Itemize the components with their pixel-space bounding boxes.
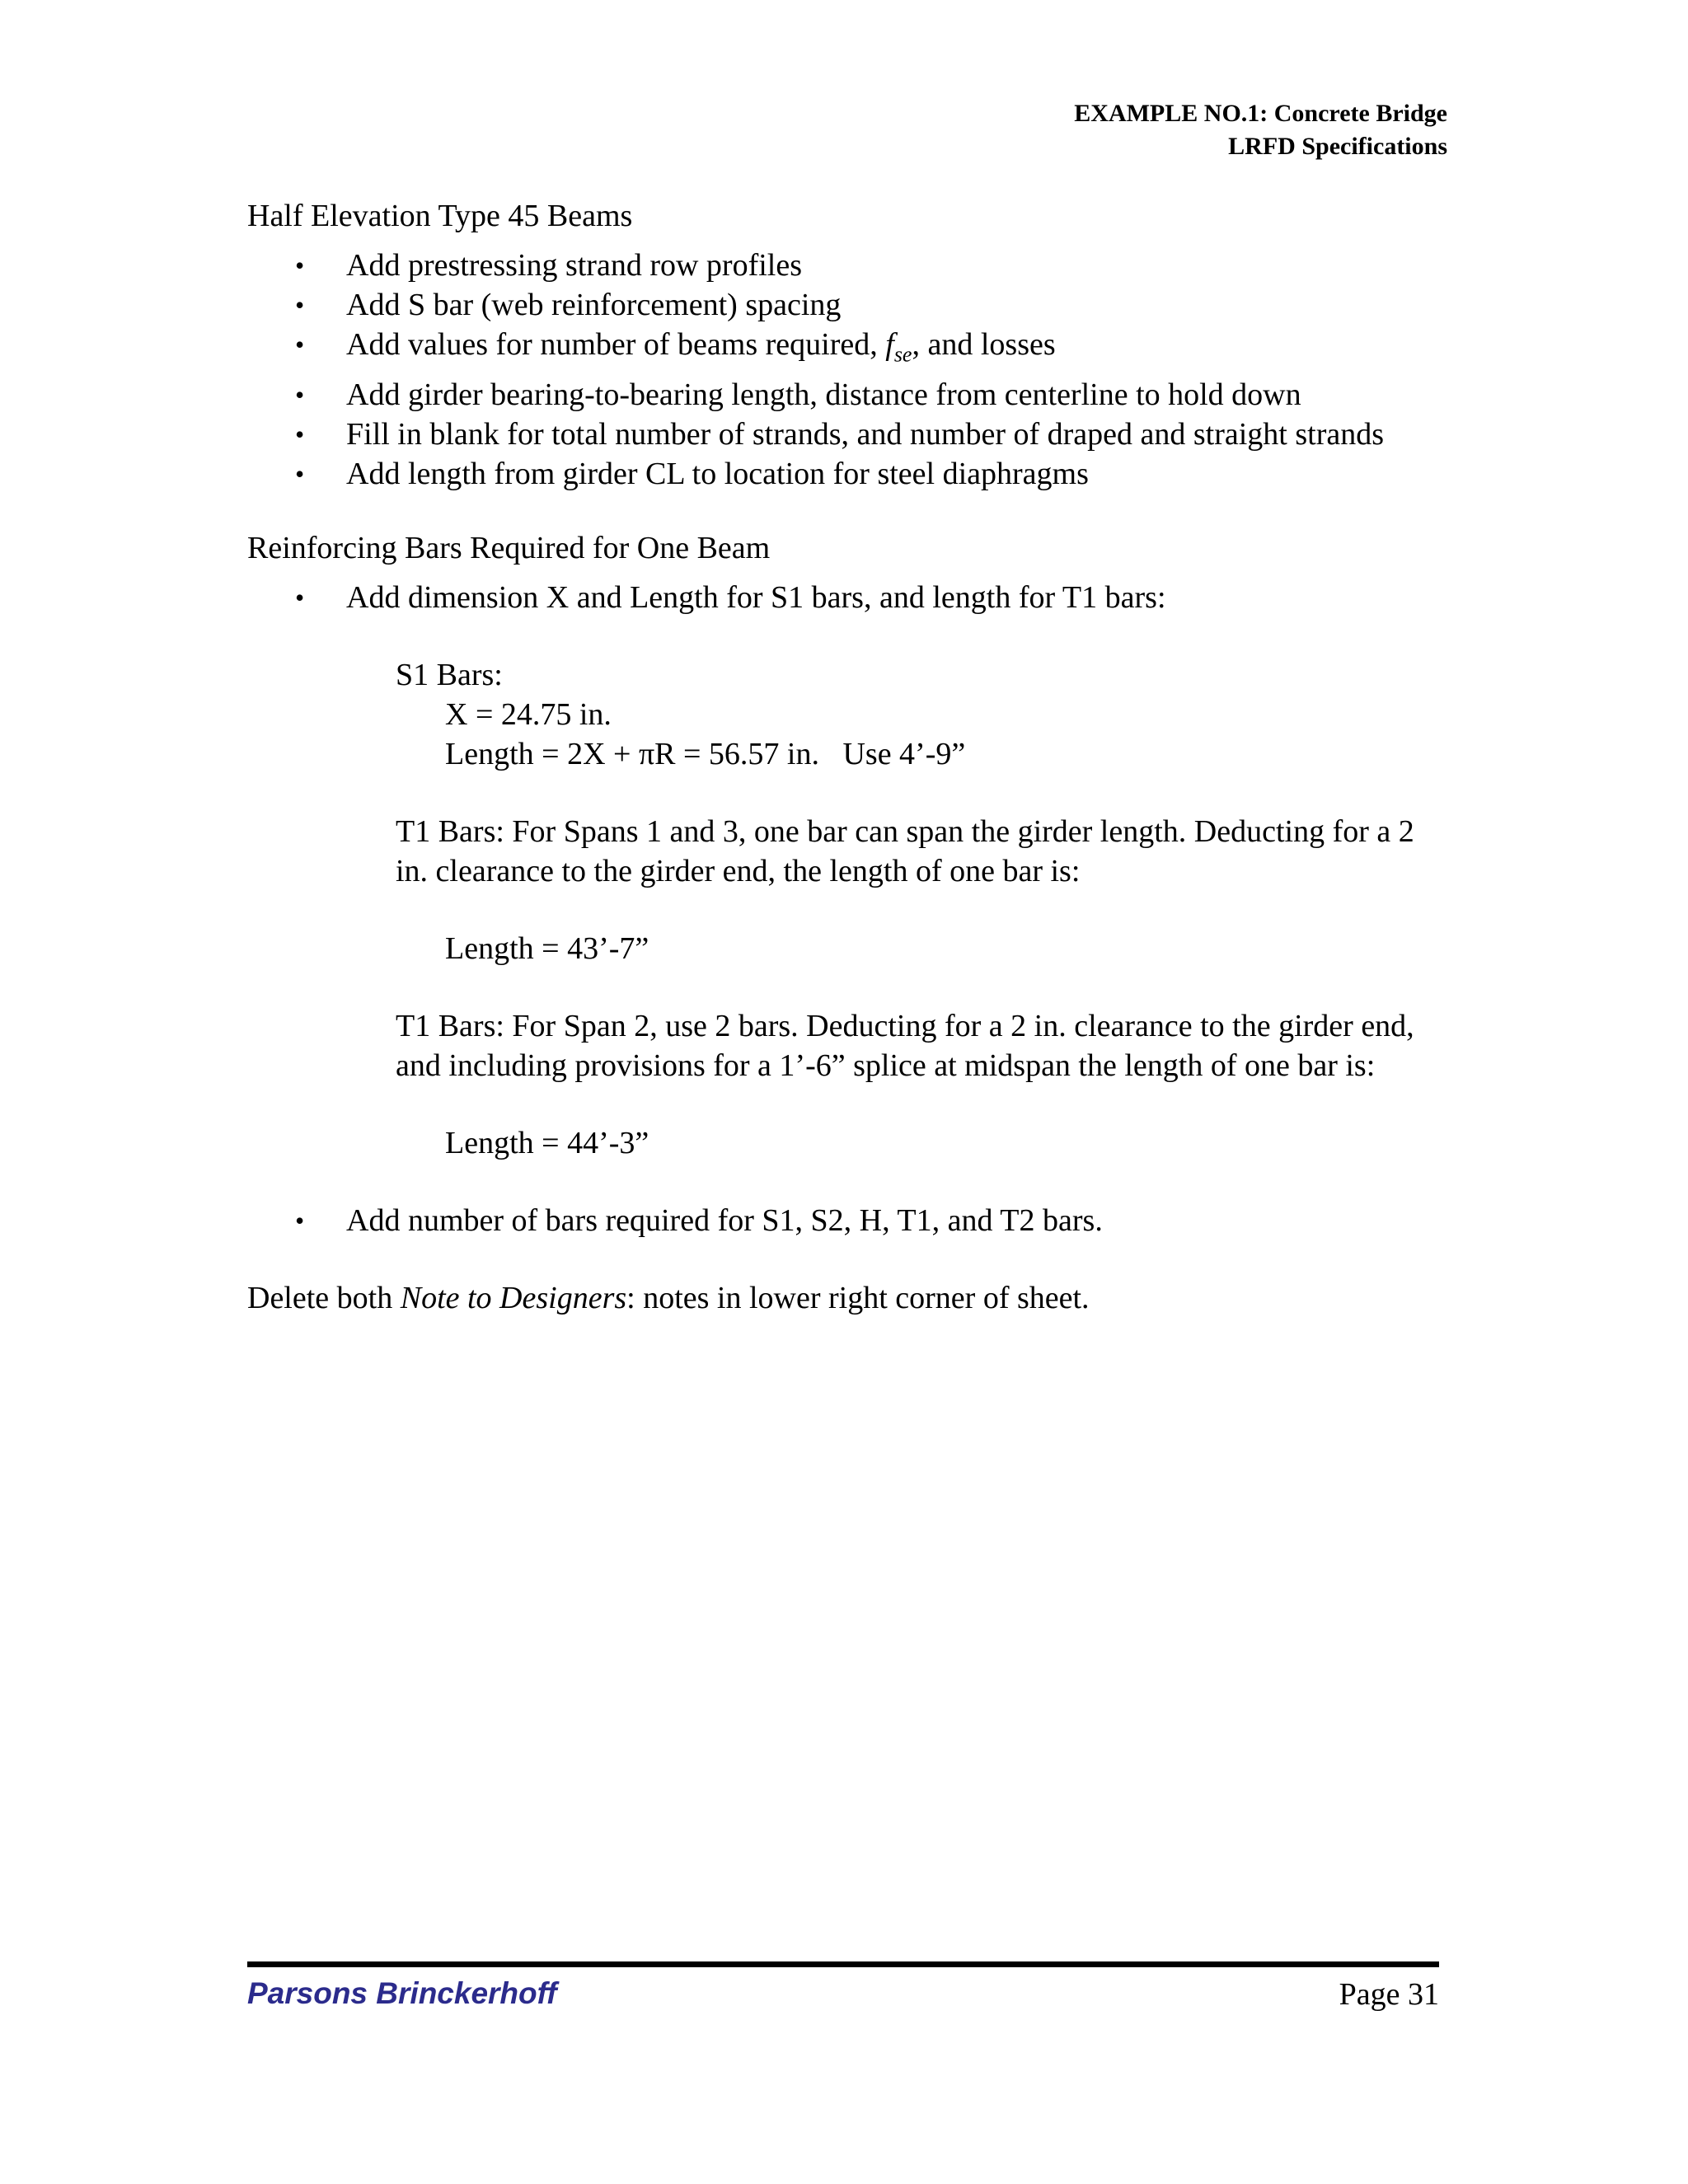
section-heading-half-elevation: Half Elevation Type 45 Beams (247, 199, 633, 233)
half-elevation-bullet-list (247, 246, 1451, 494)
t1-span13-text: T1 Bars: For Spans 1 and 3, one bar can span the girder length. Deducting for a 2 in. clearance to the girder end, the length of one bar is: (396, 813, 1414, 888)
footer-company-name: Parsons Brinckerhoff (247, 1976, 557, 2010)
s1-x-value: X = 24.75 in. (445, 696, 612, 732)
t1-span2-text: T1 Bars: For Span 2, use 2 bars. Deducting for a 2 in. clearance to the girder end, and including provisions for a 1’-6” splice at midspan the length of one bar is: (396, 1008, 1414, 1083)
document-body (247, 196, 1451, 1318)
t1-span2-length: Length = 44’-3” (445, 1125, 649, 1160)
bullet-icon: • (295, 379, 305, 410)
page-header (1074, 97, 1447, 163)
list-item: • Add values for number of beams required, $f_{se}$, and losses (247, 325, 1451, 375)
section-heading-reinforcing-bars: Reinforcing Bars Required for One Beam (247, 530, 771, 565)
bullet-icon: • (295, 458, 305, 489)
list-item: • Add S bar (web reinforcement) spacing (247, 285, 1451, 325)
list-item: • Add length from girder CL to location for steel diaphragms (247, 454, 1451, 494)
list-item: • Add number of bars required for S1, S2, H, T1, and T2 bars. (247, 1201, 1451, 1240)
header-subtitle: LRFD Specifications (1228, 133, 1447, 160)
bullet-icon: • (295, 419, 305, 449)
bullet-icon: • (295, 1205, 305, 1235)
list-item: • Fill in blank for total number of strands, and number of draped and straight strands (247, 415, 1451, 454)
list-item: • Add dimension X and Length for S1 bars, and length for T1 bars: (247, 578, 1451, 617)
list-item: • Add prestressing strand row profiles (247, 246, 1451, 285)
footer-divider (247, 1961, 1439, 1967)
footer-page-number: Page 31 (1339, 1977, 1439, 2012)
bullet-icon: • (295, 251, 305, 280)
t1-span13-length: Length = 43’-7” (445, 930, 649, 966)
bar-calculations (396, 655, 1451, 1163)
header-title: EXAMPLE NO.1: Concrete Bridge (1074, 100, 1447, 127)
bullet-icon: • (295, 290, 305, 320)
note-to-designers-term: Note to Designers (400, 1280, 627, 1315)
reinforcing-bullet-list-2 (247, 1201, 1451, 1240)
fse-symbol: $f_{se}$ (885, 327, 912, 367)
list-item: • Add girder bearing-to-bearing length, distance from centerline to hold down (247, 375, 1451, 415)
s1-title: S1 Bars: (396, 657, 503, 692)
s1-length-value: Length = 2X + πR = 56.57 in. Use 4’-9” (445, 736, 966, 771)
bullet-icon: • (295, 582, 305, 612)
bullet-icon: • (295, 330, 305, 359)
reinforcing-bullet-list (247, 578, 1451, 617)
closing-note: Delete both Note to Designers: notes in lower right corner of sheet. (247, 1280, 1090, 1315)
